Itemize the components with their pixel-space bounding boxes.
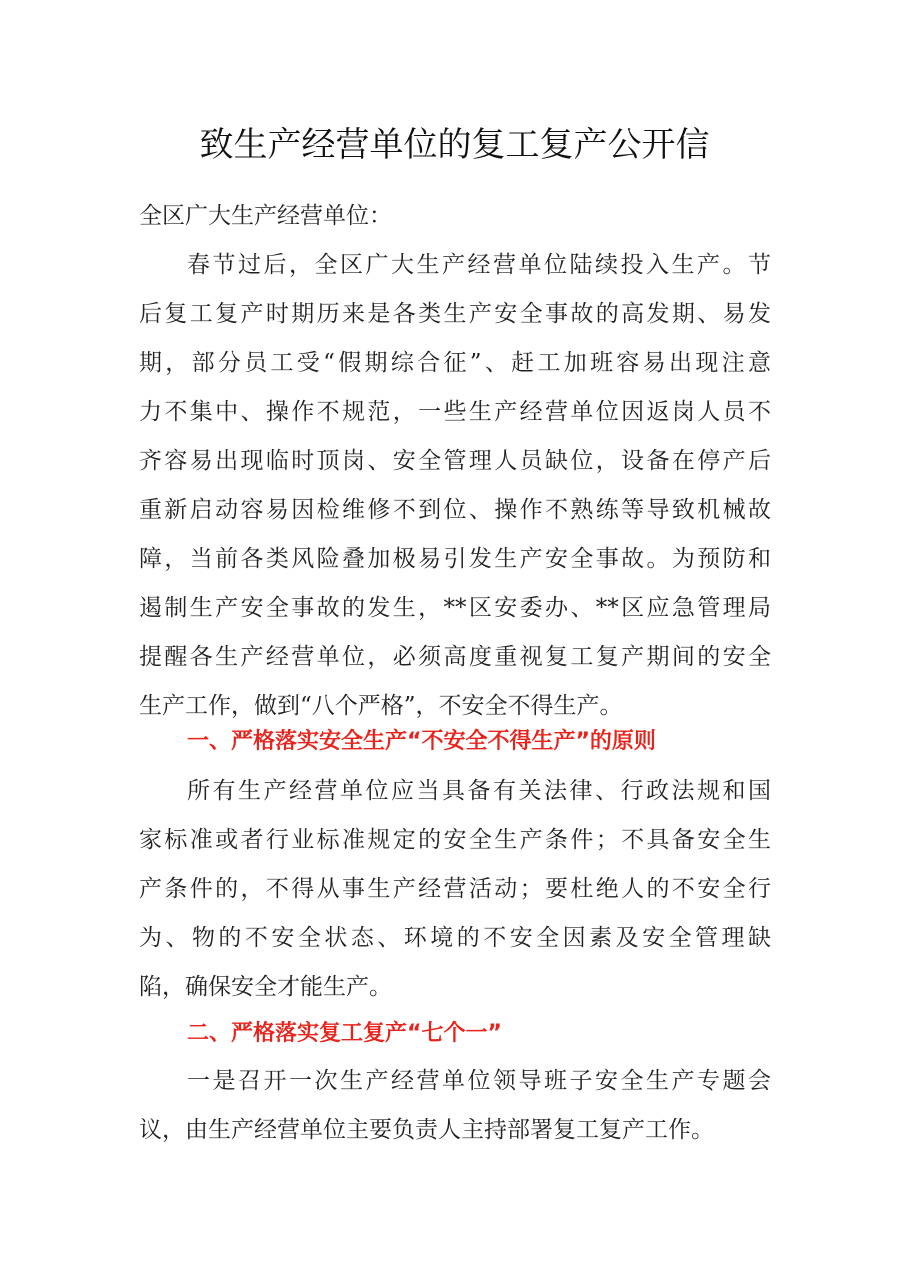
section1-line: 产条件的，不得从事生产经营活动；要杜绝人的不安全行	[139, 876, 771, 902]
section1-line: 所有生产经营单位应当具备有关法律、行政法规和国	[187, 778, 771, 804]
section1-line: 为、物的不安全状态、环境的不安全因素及安全管理缺	[139, 925, 771, 951]
section1-line: 家标准或者行业标准规定的安全生产条件；不具备安全生	[139, 827, 771, 853]
salutation: 全区广大生产经营单位：	[139, 203, 392, 229]
intro-line: 重新启动容易因检维修不到位、操作不熟练等导致机械故	[139, 497, 771, 523]
intro-line: 生产工作，做到“八个严格”，不安全不得生产。	[139, 693, 623, 719]
section1-line: 陷，确保安全才能生产。	[139, 974, 392, 1000]
section2-line: 一是召开一次生产经营单位领导班子安全生产专题会	[187, 1068, 771, 1094]
section-heading-1: 一、严格落实安全生产“不安全不得生产”的原则	[187, 729, 656, 754]
intro-line: 障，当前各类风险叠加极易引发生产安全事故。为预防和	[139, 546, 771, 572]
intro-line: 提醒各生产经营单位，必须高度重视复工复产期间的安全	[139, 644, 771, 670]
page-title: 致生产经营单位的复工复产公开信	[199, 125, 710, 165]
intro-line: 齐容易出现临时顶岗、安全管理人员缺位，设备在停产后	[139, 448, 771, 474]
intro-line: 遏制生产安全事故的发生，**区安委办、**区应急管理局	[139, 595, 771, 621]
intro-line: 后复工复产时期历来是各类生产安全事故的高发期、易发	[139, 301, 771, 327]
intro-line: 期，部分员工受“假期综合征”、赶工加班容易出现注意	[139, 350, 771, 376]
intro-line: 力不集中、操作不规范，一些生产经营单位因返岗人员不	[139, 399, 771, 425]
section2-line: 议，由生产经营单位主要负责人主持部署复工复产工作。	[139, 1117, 714, 1143]
intro-line: 春节过后，全区广大生产经营单位陆续投入生产。节	[187, 252, 771, 278]
section-heading-2: 二、严格落实复工复产“七个一”	[187, 1021, 502, 1046]
